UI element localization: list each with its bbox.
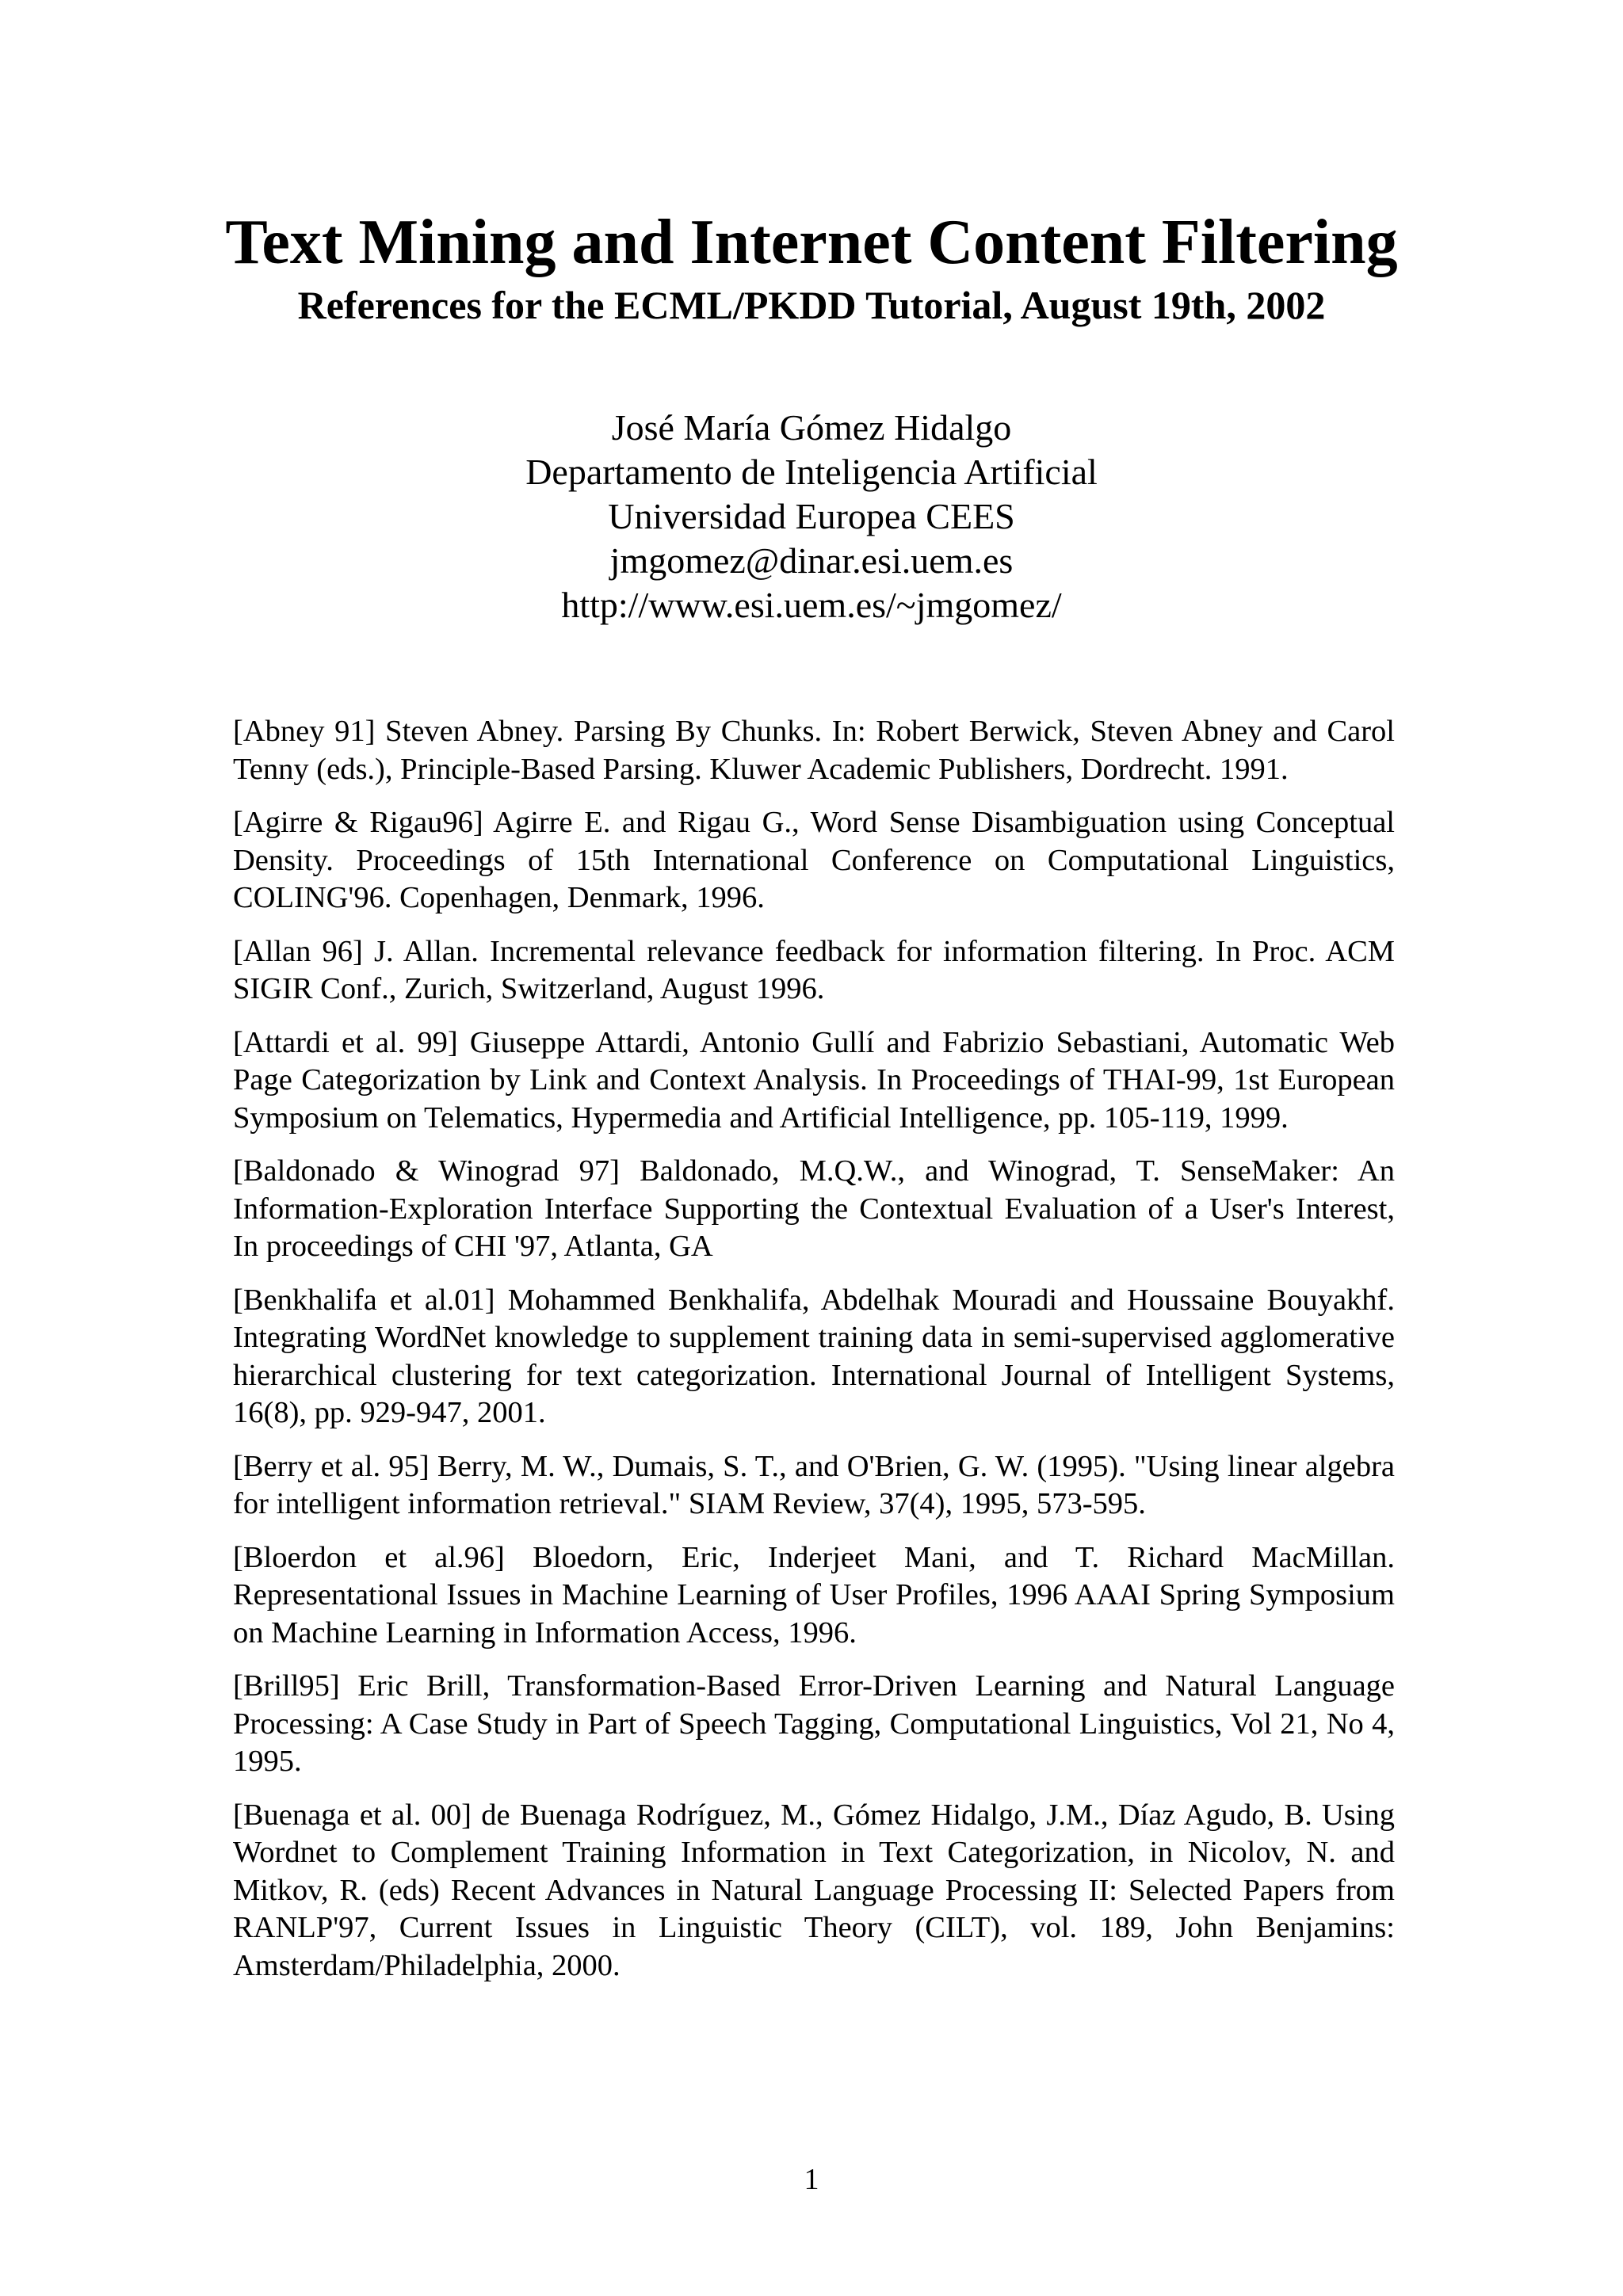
- document-title: Text Mining and Internet Content Filtering: [225, 208, 1398, 277]
- reference-brill-95: [Brill95] Eric Brill, Transformation-Based Error-Driven Learning and Natural Language Processing: A Case Study in Part of Speech Tagging, Computational Linguistics, Vol 21, No 4, 1995.: [233, 1669, 1395, 1778]
- reference-list: [233, 713, 1395, 2000]
- author-email: jmgomez@dinar.esi.uem.es: [609, 540, 1014, 581]
- reference-agirre-rigau-96: [Agirre & Rigau96] Agirre E. and Rigau G., Word Sense Disambiguation using Conceptual Density. Proceedings of 15th International Conference on Computational Linguistics, COLING'96. Copenhagen, Denmark, 1996.: [233, 806, 1395, 914]
- reference-abney-91: [Abney 91] Steven Abney. Parsing By Chunks. In: Robert Berwick, Steven Abney and Carol Tenny (eds.), Principle-Based Parsing. Kluwer Academic Publishers, Dordrecht. 1991.: [233, 715, 1395, 786]
- reference-baldonado-winograd-97: [Baldonado & Winograd 97] Baldonado, M.Q.W., and Winograd, T. SenseMaker: An Information-Exploration Interface Supporting the Contextual Evaluation of a User's Interest, In proceedings of CHI '97, Atlanta, GA: [233, 1154, 1395, 1263]
- author-department: Departamento de Inteligencia Artificial: [525, 452, 1098, 492]
- reference-berry-95: [Berry et al. 95] Berry, M. W., Dumais, S. T., and O'Brien, G. W. (1995). "Using linear algebra for intelligent information retrieval." SIAM Review, 37(4), 1995, 573-595.: [233, 1449, 1395, 1520]
- reference-benkhalifa-01: [Benkhalifa et al.01] Mohammed Benkhalifa, Abdelhak Mouradi and Houssaine Bouyakhf. Integrating WordNet knowledge to supplement training data in semi-supervised agglomerative hierarchical clustering for text categorization. International Journal of Intelligent Systems, 16(8), pp. 929-947, 2001.: [233, 1283, 1395, 1429]
- page-number: 1: [804, 2163, 819, 2196]
- document-subtitle: References for the ECML/PKDD Tutorial, August 19th, 2002: [297, 283, 1326, 327]
- author-name: José María Gómez Hidalgo: [611, 407, 1012, 448]
- author-url: http://www.esi.uem.es/~jmgomez/: [561, 585, 1062, 625]
- reference-bloerdon-96: [Bloerdon et al.96] Bloedorn, Eric, Inderjeet Mani, and T. Richard MacMillan. Representational Issues in Machine Learning of User Profiles, 1996 AAAI Spring Symposium on Machine Learning in Information Access, 1996.: [233, 1540, 1395, 1650]
- reference-attardi-99: [Attardi et al. 99] Giuseppe Attardi, Antonio Gullí and Fabrizio Sebastiani, Automatic Web Page Categorization by Link and Context Analysis. In Proceedings of THAI-99, 1st European Symposium on Telematics, Hypermedia and Artificial Intelligence, pp. 105-119, 1999.: [233, 1025, 1395, 1135]
- author-university: Universidad Europea CEES: [608, 496, 1015, 536]
- reference-allan-96: [Allan 96] J. Allan. Incremental relevance feedback for information filtering. In Proc. ACM SIGIR Conf., Zurich, Switzerland, August 1996.: [233, 934, 1395, 1005]
- author-block: [0, 406, 1623, 627]
- reference-buenaga-00: [Buenaga et al. 00] de Buenaga Rodríguez, M., Gómez Hidalgo, J.M., Díaz Agudo, B. Using Wordnet to Complement Training Information in Text Categorization, in Nicolov, N. and Mitkov, R. (eds) Recent Advances in Natural Language Processing II: Selected Papers from RANLP'97, Current Issues in Linguistic Theory (CILT), vol. 189, John Benjamins: Amsterdam/Philadelphia, 2000.: [233, 1798, 1395, 1982]
